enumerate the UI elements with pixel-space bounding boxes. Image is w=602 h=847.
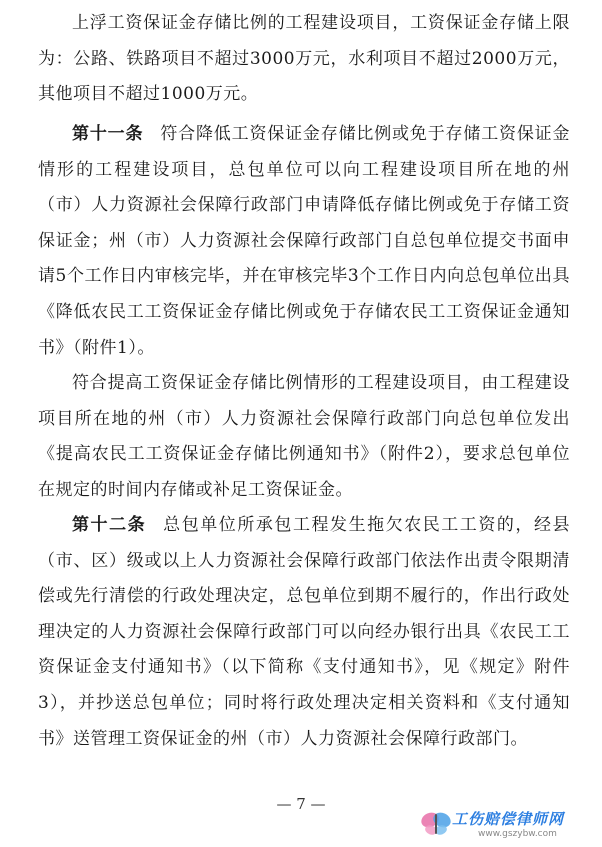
paragraph-text: 总包单位所承包工程发生拖欠农民工工资的，经县（市、区）级或以上人力资源社会保障行政部门依法作出责令限期清偿或先行清偿的行政处理决定，总包单位到期不履行的，作出行政处理决定的人力资源社会保障行政部门可以向经办银行出具《农民工工资保证金支付通知书》（以下简称《支付通知书》，见《规定》附件3），并抄送总包单位；同时将行政处理决定相关资料和《支付通知书》送管理工资保证金的州（市）人力资源社会保障行政部门。: [38, 515, 571, 749]
paragraph-1: [38, 6, 570, 113]
page-number: — 7 —: [276, 795, 326, 813]
watermark: [418, 804, 588, 844]
butterfly-logo-icon: [418, 804, 454, 840]
article-number: 第十二条: [72, 515, 147, 535]
paragraph-article-12: [38, 508, 570, 757]
article-number: 第十一条: [72, 124, 144, 144]
paragraph-3: [38, 366, 570, 508]
watermark-url: www.gszybw.com: [478, 829, 557, 839]
watermark-title: 工伤赔偿律师网: [452, 810, 565, 828]
paragraph-text: 符合降低工资保证金存储比例或免于存储工资保证金情形的工程建设项目，总包单位可以向工程建设项目所在地的州（市）人力资源社会保障行政部门申请降低存储比例或免于存储工资保证金；州（市）人力资源社会保障行政部门自总包单位提交书面申请5个工作日内审核完毕，并在审核完毕3个工作日内向总包单位出具《降低农民工工资保证金存储比例或免于存储农民工工资保证金通知书》（附件1）。: [38, 124, 571, 358]
paragraph-text: 上浮工资保证金存储比例的工程建设项目，工资保证金存储上限为：公路、铁路项目不超过3000万元，水利项目不超过2000万元，其他项目不超过1000万元。: [38, 13, 570, 105]
paragraph-text: 符合提高工资保证金存储比例情形的工程建设项目，由工程建设项目所在地的州（市）人力资源社会保障行政部门向总包单位发出《提高农民工工资保证金存储比例通知书》（附件2），要求总包单位在规定的时间内存储或补足工资保证金。: [38, 373, 570, 500]
paragraph-article-11: [38, 117, 570, 366]
